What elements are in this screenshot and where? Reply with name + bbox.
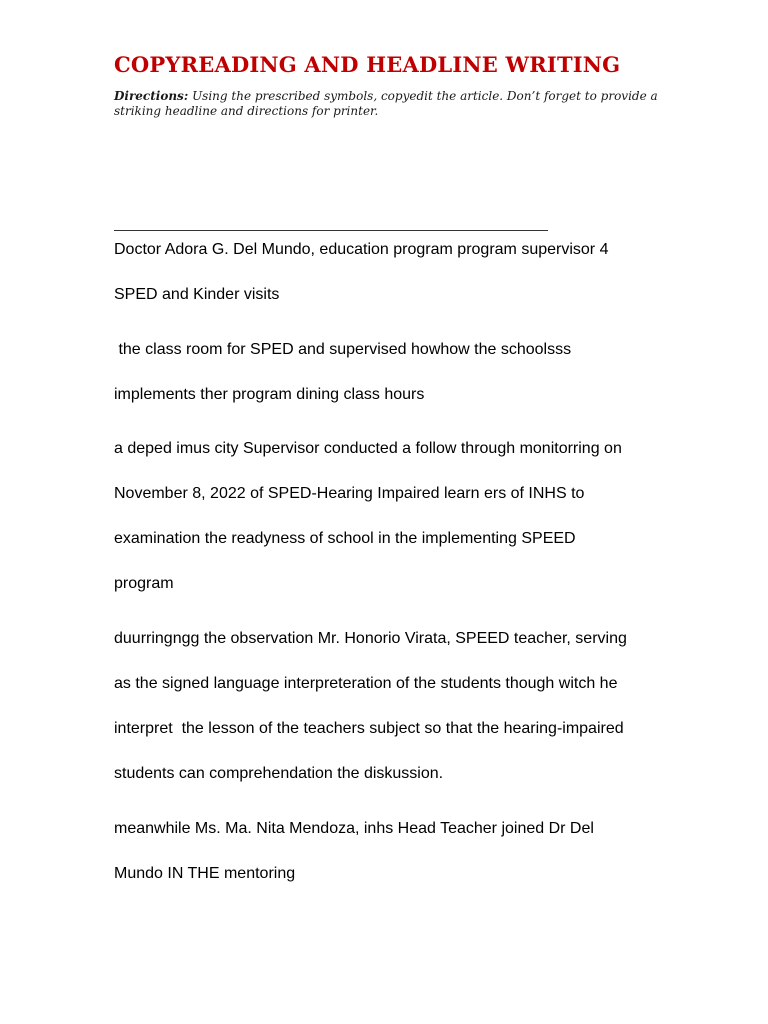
page-title: COPYREADING AND HEADLINE WRITING	[114, 52, 621, 77]
article-line: as the signed language interpreteration of the students though witch he	[114, 675, 618, 692]
article-line: the class room for SPED and supervised howhow the schoolsss	[114, 341, 572, 358]
article-line: duurringngg the observation Mr. Honorio Virata, SPEED teacher, serving	[114, 630, 627, 647]
headline-blank-line	[114, 230, 548, 231]
article-line: interpret the lesson of the teachers subject so that the hearing-impaired	[114, 720, 624, 737]
directions-label: Directions:	[114, 89, 189, 103]
article-line: Mundo IN THE mentoring	[114, 865, 296, 882]
article-line: examination the readyness of school in the implementing SPEED	[114, 530, 576, 547]
directions	[114, 89, 694, 119]
article-line: meanwhile Ms. Ma. Nita Mendoza, inhs Head Teacher joined Dr Del	[114, 820, 594, 837]
article-line: implements ther program dining class hours	[114, 386, 425, 403]
article-line: a deped imus city Supervisor conducted a follow through monitorring on	[114, 440, 622, 457]
directions-text: Using the prescribed symbols, copyedit the article. Don’t forget to provide a striking headline and directions for printer.	[114, 89, 658, 118]
article-line: SPED and Kinder visits	[114, 286, 280, 303]
article-line: November 8, 2022 of SPED-Hearing Impaired learn ers of INHS to	[114, 485, 585, 502]
article-line: Doctor Adora G. Del Mundo, education program program supervisor 4	[114, 241, 609, 258]
article-line: students can comprehendation the diskussion.	[114, 765, 444, 782]
article-line: program	[114, 575, 174, 592]
